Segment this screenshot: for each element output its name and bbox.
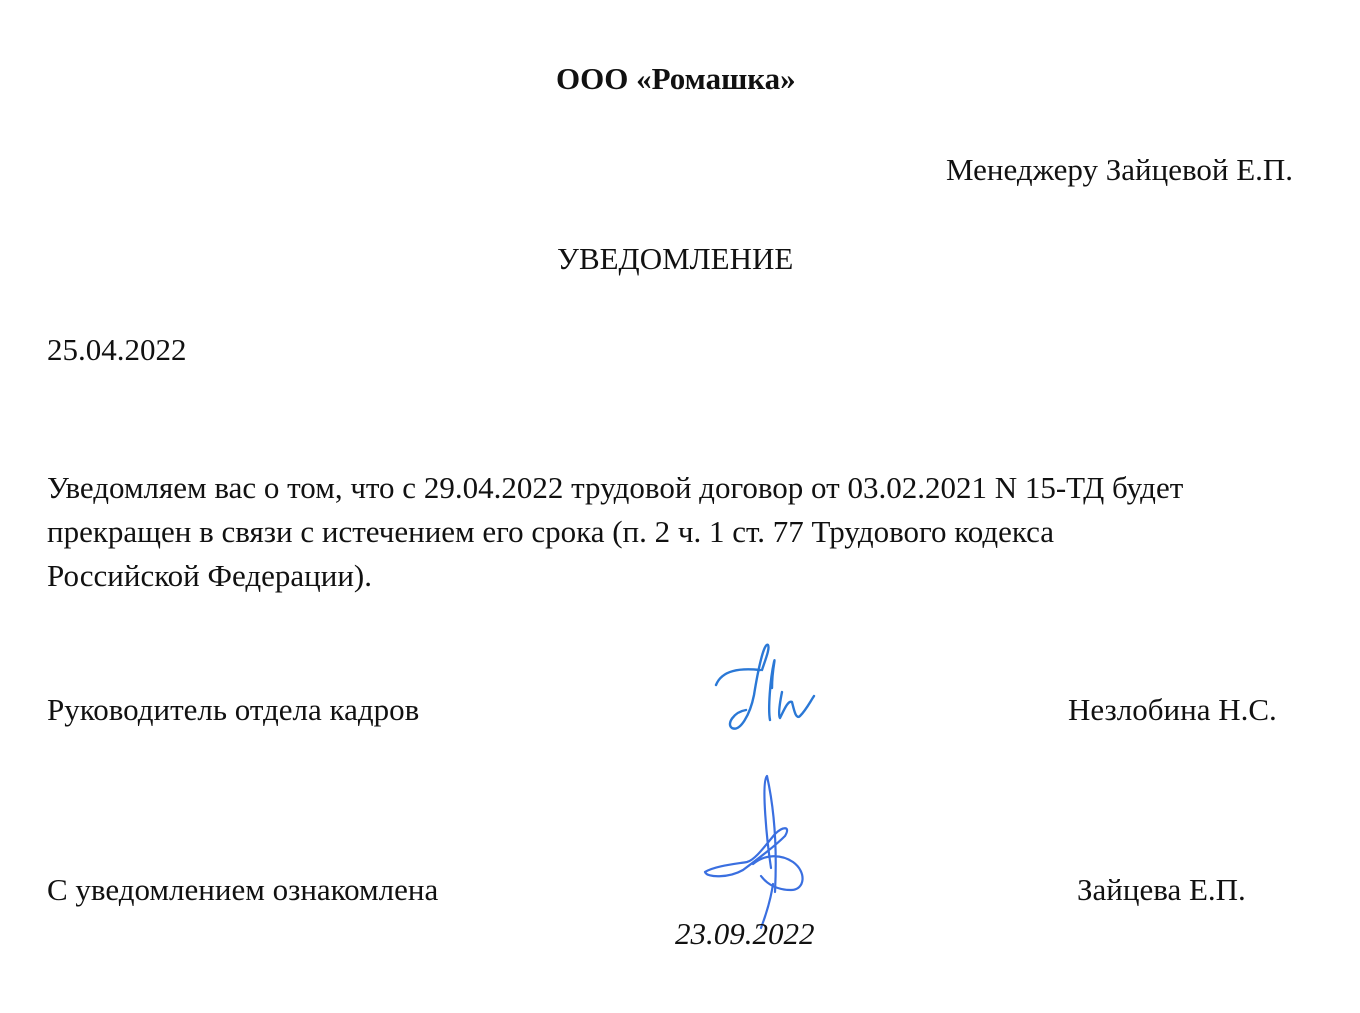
document-title: УВЕДОМЛЕНИЕ [557, 241, 794, 276]
signature-hr-icon [700, 640, 830, 735]
company-name: ООО «Ромашка» [556, 61, 796, 96]
signer-role-hr: Руководитель отдела кадров [47, 692, 420, 727]
signature-employee-icon [695, 772, 825, 932]
signed-date: 23.09.2022 [675, 916, 815, 951]
body-line: Российской Федерации). [47, 558, 373, 593]
signer-name-employee: Зайцева Е.П. [1077, 872, 1246, 907]
body-line: прекращен в связи с истечением его срока (п. 2 ч. 1 ст. 77 Трудового кодекса [47, 514, 1055, 549]
signer-role-employee: С уведомлением ознакомлена [47, 872, 439, 907]
body-line: Уведомляем вас о том, что с 29.04.2022 трудовой договор от 03.02.2021 N 15-ТД будет [47, 470, 1184, 505]
addressee: Менеджеру Зайцевой Е.П. [946, 152, 1294, 187]
signer-name-hr: Незлобина Н.С. [1068, 692, 1277, 727]
document-date: 25.04.2022 [47, 332, 187, 367]
notice-body [47, 466, 1347, 598]
